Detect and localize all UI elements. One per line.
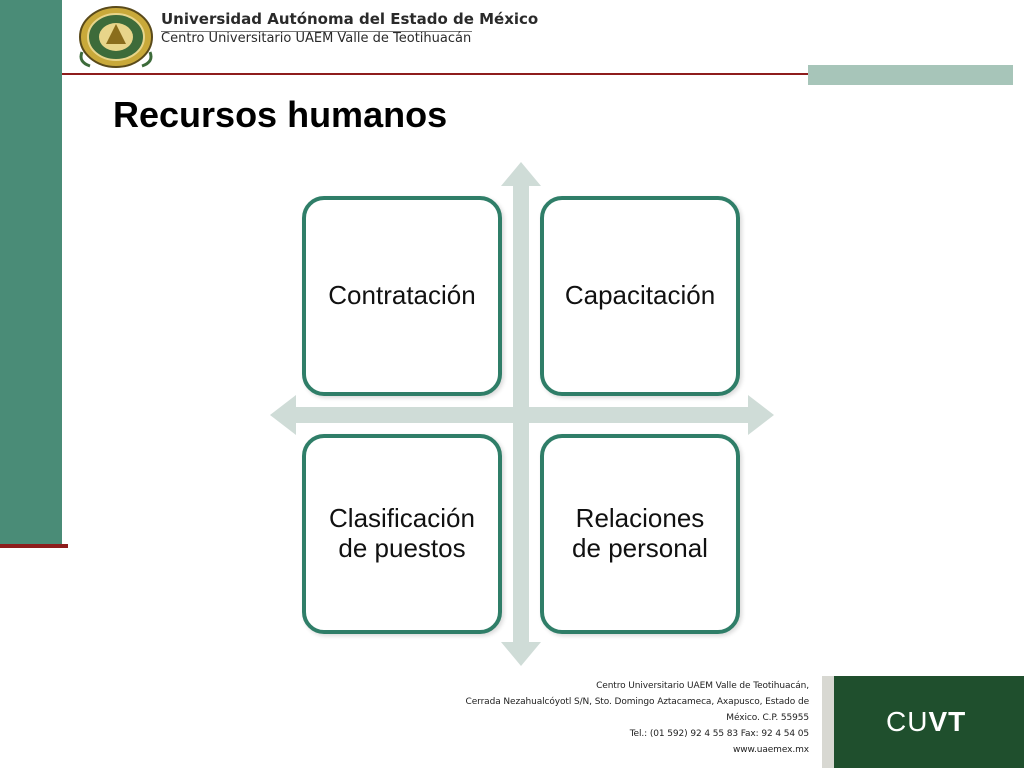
footer-address [466, 678, 809, 758]
logo-suffix: VT [928, 706, 967, 737]
card-contratacion [302, 196, 502, 396]
website-link[interactable]: www.uaemex.mx [733, 745, 809, 755]
card-clasificacion-de-puestos [302, 434, 502, 634]
address-line: Centro Universitario UAEM Valle de Teotihuacán, [596, 681, 809, 691]
card-label: Capacitación [564, 280, 716, 311]
card-label: Contratación [328, 280, 476, 311]
card-relaciones-de-personal [540, 434, 740, 634]
left-sidebar-bar [0, 0, 62, 545]
card-label: Relaciones de personal [572, 503, 708, 563]
logo-prefix: CU [886, 706, 929, 737]
card-capacitacion [540, 196, 740, 396]
campus-name: Centro Universitario UAEM Valle de Teotihuacán [161, 31, 472, 46]
header-rule-block [808, 65, 1013, 85]
cuvt-logo [822, 676, 1024, 768]
address-line: Cerrada Nezahualcóyotl S/N, Sto. Domingo Aztacameca, Axapusco, Estado de [465, 697, 809, 707]
address-line: Tel.: (01 592) 92 4 55 83 Fax: 92 4 54 05 [629, 729, 809, 739]
university-seal-icon [76, 4, 156, 70]
university-name: Universidad Autónoma del Estado de México [161, 10, 539, 28]
sidebar-accent-line [0, 544, 68, 548]
card-label: Clasificación de puestos [329, 503, 475, 563]
cuvt-logo-text [886, 706, 966, 738]
slide-title: Recursos humanos [113, 94, 448, 135]
address-line: México. C.P. 55955 [726, 713, 809, 723]
